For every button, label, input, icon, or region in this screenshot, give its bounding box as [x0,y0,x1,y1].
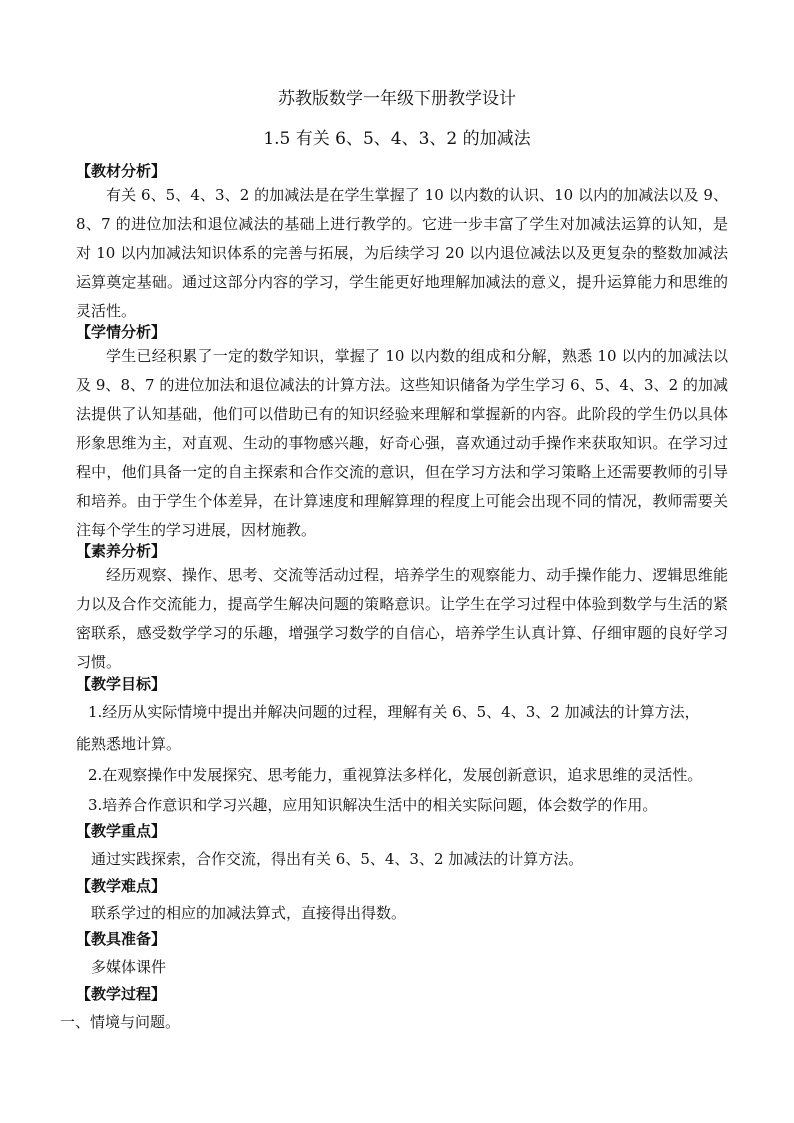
goal-item-1-continued: 能熟悉地计算。 [76,735,182,753]
lesson-title: 1.5 有关 6、5、4、3、2 的加减法 [263,129,531,149]
heading-teaching-tools: 【教具准备】 [76,930,167,948]
heading-teaching-process: 【教学过程】 [76,985,167,1003]
heading-student-analysis: 【学情分析】 [76,323,167,341]
document-title: 苏教版数学一年级下册教学设计 [278,89,516,109]
heading-key-points: 【教学重点】 [76,822,167,840]
literacy-analysis-text: 经历观察、操作、思考、交流等活动过程，培养学生的观察能力、动手操作能力、逻辑思维能力以及合作交流能力，提高学生解决问题的策略意识。让学生在学习过程中体验到数学与生活的紧密联系，感受数学学习的乐趣，增强学习数学的自信心，培养学生认真计算、仔细审题的良好学习习惯。 [76,566,728,671]
heading-teaching-goals: 【教学目标】 [76,675,167,693]
key-points-text: 通过实践探索，合作交流，得出有关 6、5、4、3、2 加减法的计算方法。 [91,850,584,868]
difficulties-text: 联系学过的相应的加减法算式，直接得出得数。 [91,904,407,922]
goal-item-1: 1.经历从实际情境中提出并解决问题的过程，理解有关 6、5、4、3、2 加减法的计算方法， [88,703,700,721]
heading-literacy-analysis: 【素养分析】 [76,542,167,560]
heading-textbook-analysis: 【教材分析】 [76,162,167,180]
teaching-tools-text: 多媒体课件 [91,958,167,976]
heading-difficulties: 【教学难点】 [76,877,167,895]
goal-item-2: 2.在观察操作中发展探究、思考能力，重视算法多样化，发展创新意识，追求思维的灵活性。 [88,766,703,784]
goal-item-3: 3.培养合作意识和学习兴趣，应用知识解决生活中的相关实际问题，体会数学的作用。 [88,796,658,814]
textbook-analysis-text: 有关 6、5、4、3、2 的加减法是在学生掌握了 10 以内数的认识、10 以内的加减法以及 9、8、7 的进位加法和退位减法的基础上进行教学的。它进一步丰富了学生对加减法运算的认知，是对 10 以内加减法知识体系的完善与拓展，为后续学习 20 以内退位减法以及更复杂的整数加减法运算奠定基础。通过这部分内容的学习，学生能更好地理解加减法的意义，提升运算能力和思维的灵活性。 [76,186,728,320]
student-analysis-text: 学生已经积累了一定的数学知识，掌握了 10 以内数的组成和分解，熟悉 10 以内的加减法以及 9、8、7 的进位加法和退位减法的计算方法。这些知识储备为学生学习 6、5、4、3、2 的加减法提供了认知基础，他们可以借助已有的知识经验来理解和掌握新的内容。此阶段的学生仍以具体形象思维为主，对直观、生动的事物感兴趣，好奇心强，喜欢通过动手操作来获取知识。在学习过程中，他们具备一定的自主探索和合作交流的意识，但在学习方法和学习策略上还需要教师的引导和培养。由于学生个体差异，在计算速度和理解算理的程度上可能会出现不同的情况，教师需要关注每个学生的学习进展，因材施教。 [76,347,728,539]
process-step-1: 一、情境与问题。 [60,1013,181,1031]
